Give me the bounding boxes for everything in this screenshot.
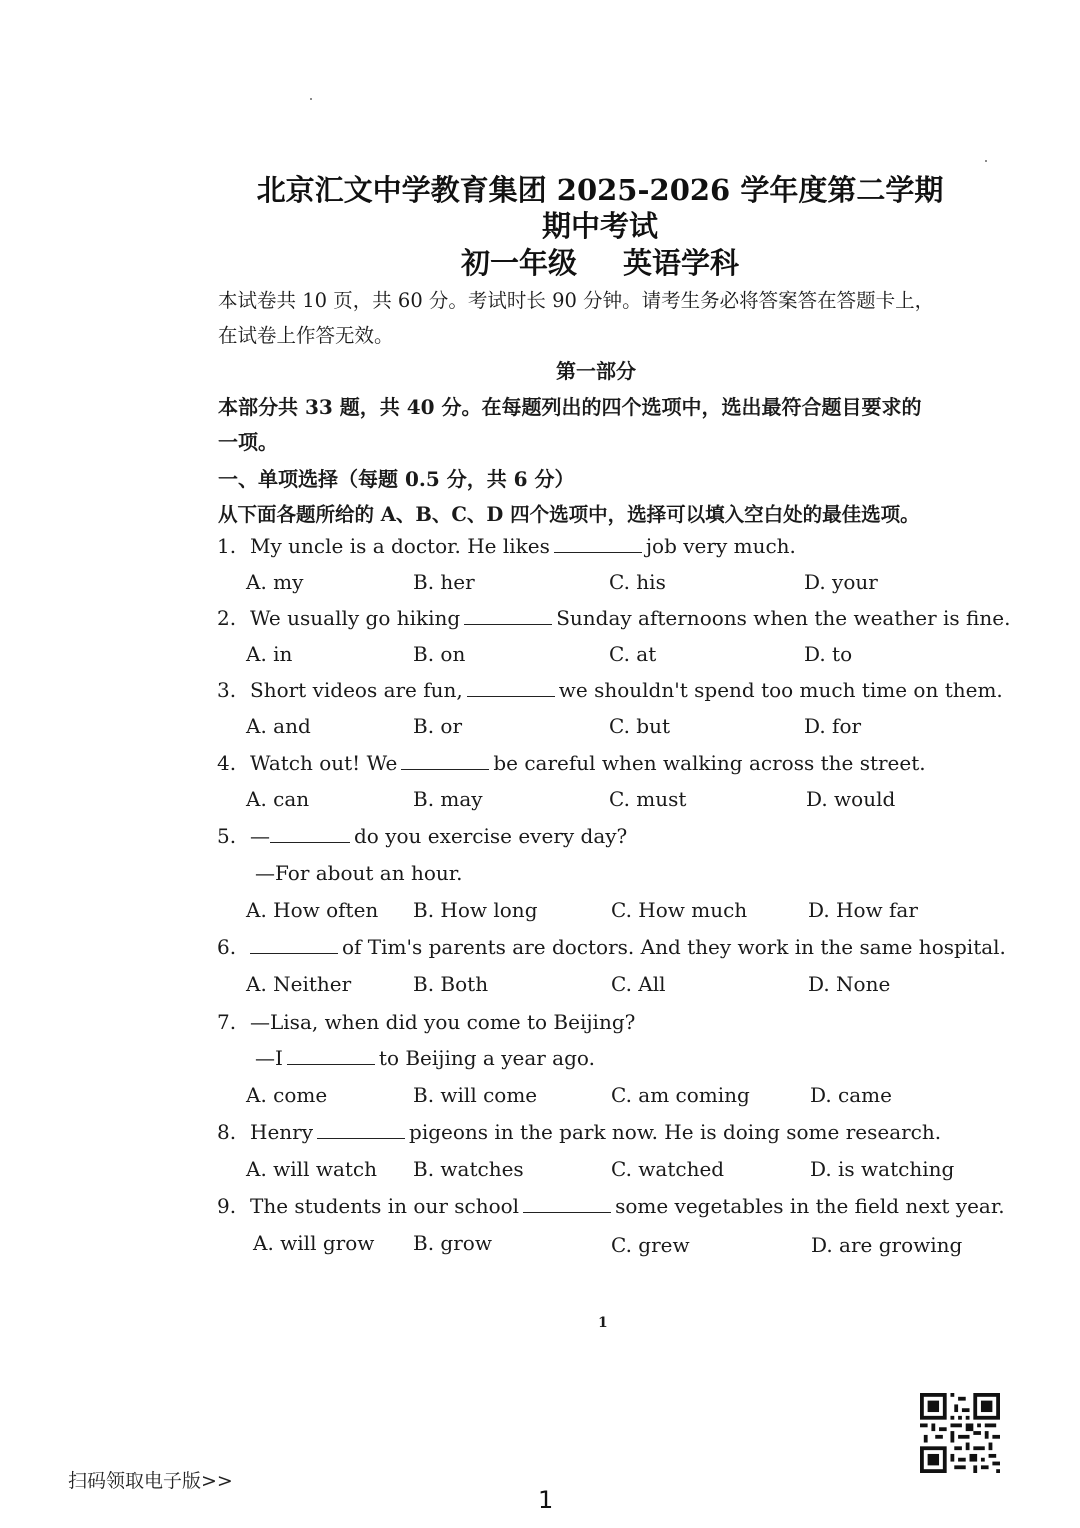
- option-a: A. come: [246, 1083, 328, 1107]
- exam-title: [0, 168, 1080, 209]
- question-text: pigeons in the park now. He is doing some research.: [409, 1120, 942, 1144]
- option-d: D. How far: [808, 898, 918, 922]
- instructions-line-1: 本试卷共 10 页，共 60 分。考试时长 90 分钟。请考生务必将答案答在答题卡上，: [218, 289, 935, 312]
- option-b: B. Both: [413, 972, 489, 996]
- qr-code-icon[interactable]: [920, 1393, 1000, 1473]
- title-line-1: 北京汇文中学教育集团 2025-2026 学年度第二学期: [256, 173, 944, 207]
- part-description-line-2: 一项。: [218, 430, 278, 454]
- option-d: D. would: [806, 787, 896, 811]
- question-text: —: [250, 824, 270, 848]
- answer-blank: [401, 751, 489, 770]
- option-b: B. her: [413, 570, 475, 594]
- question-text: —I: [255, 1046, 283, 1070]
- question-text: to Beijing a year ago.: [378, 1046, 595, 1070]
- question-1: [217, 534, 796, 558]
- option-a: A. in: [246, 642, 293, 666]
- question-number: 6.: [217, 935, 237, 959]
- question-4: [217, 751, 926, 775]
- subject-label: 英语学科: [623, 246, 740, 280]
- option-c: C. am coming: [611, 1083, 750, 1107]
- option-b: B. or: [413, 714, 463, 738]
- grade-label: 初一年级: [460, 246, 577, 280]
- option-b: B. on: [413, 642, 466, 666]
- option-d: D. None: [808, 972, 891, 996]
- question-number: 5.: [217, 824, 237, 848]
- instructions-line-2: 在试卷上作答无效。: [218, 324, 394, 347]
- option-b: B. may: [413, 787, 483, 811]
- answer-blank: [270, 824, 350, 843]
- option-a: A. will watch: [246, 1157, 377, 1181]
- option-b: B. watches: [413, 1157, 524, 1181]
- option-b: B. will come: [413, 1083, 538, 1107]
- option-d: D. to: [804, 642, 853, 666]
- option-c: C. grew: [611, 1233, 690, 1257]
- question-number: 9.: [217, 1194, 237, 1218]
- question-number: 2.: [217, 606, 237, 630]
- question-3: [217, 678, 1003, 702]
- option-d: D. your: [804, 570, 878, 594]
- answer-blank: [287, 1046, 375, 1065]
- question-9: [217, 1194, 1005, 1218]
- option-a: A. Neither: [246, 972, 352, 996]
- question-number: 4.: [217, 751, 237, 775]
- option-d: D. for: [804, 714, 862, 738]
- page-number: 1: [598, 1315, 608, 1331]
- question-5: [217, 824, 627, 848]
- question-text: of Tim's parents are doctors. And they work in the same hospital.: [342, 935, 1006, 959]
- question-text: We usually go hiking: [250, 606, 461, 630]
- question-text: do you exercise every day?: [354, 824, 628, 848]
- part-description-line-1: 本部分共 33 题，共 40 分。在每题列出的四个选项中，选出最符合题目要求的: [218, 395, 922, 419]
- question-text: Short videos are fun,: [250, 678, 463, 702]
- question-7-response: [255, 1046, 595, 1070]
- question-number: 3.: [217, 678, 237, 702]
- option-c: C. watched: [611, 1157, 725, 1181]
- question-text: My uncle is a doctor. He likes: [250, 534, 550, 558]
- question-text: The students in our school: [250, 1194, 520, 1218]
- question-8: [217, 1120, 941, 1144]
- title-line-2: 期中考试: [541, 209, 658, 243]
- question-text: Sunday afternoons when the weather is fine.: [556, 606, 1011, 630]
- question-number: 1.: [217, 534, 237, 558]
- option-d: D. are growing: [811, 1233, 963, 1257]
- question-6: [217, 935, 1006, 959]
- option-c: C. at: [609, 642, 657, 666]
- scan-speck: [310, 98, 312, 100]
- option-c: C. How much: [611, 898, 748, 922]
- option-c: C. must: [609, 787, 687, 811]
- option-c: C. All: [611, 972, 666, 996]
- answer-blank: [464, 606, 552, 625]
- question-7: [217, 1010, 635, 1034]
- option-d: D. is watching: [810, 1157, 955, 1181]
- answer-blank: [317, 1120, 405, 1139]
- question-text: job very much.: [645, 534, 796, 558]
- question-text: Henry: [250, 1120, 314, 1144]
- exam-subtitle: [0, 204, 1080, 245]
- answer-blank: [523, 1194, 611, 1213]
- question-2: [217, 606, 1010, 630]
- question-5-response: —For about an hour.: [255, 861, 463, 885]
- option-a: A. will grow: [253, 1231, 375, 1255]
- option-a: A. How often: [246, 898, 379, 922]
- question-text: Watch out! We: [250, 751, 398, 775]
- section-directions: 从下面各题所给的 A、B、C、D 四个选项中，选择可以填入空白处的最佳选项。: [218, 503, 920, 526]
- answer-blank: [554, 534, 642, 553]
- question-number: 8.: [217, 1120, 237, 1144]
- part-title: 第一部分: [556, 359, 636, 383]
- option-b: B. How long: [413, 898, 538, 922]
- footer-page-number: 1: [538, 1486, 554, 1514]
- option-a: A. and: [246, 714, 311, 738]
- scan-speck: [985, 160, 987, 162]
- question-text: we shouldn't spend too much time on them.: [558, 678, 1003, 702]
- section-title: 一、单项选择（每题 0.5 分，共 6 分）: [218, 467, 575, 491]
- question-number: 7.: [217, 1010, 237, 1034]
- answer-blank: [467, 678, 555, 697]
- option-b: B. grow: [413, 1231, 492, 1255]
- option-a: A. my: [246, 570, 304, 594]
- question-text: —Lisa, when did you come to Beijing?: [250, 1010, 636, 1034]
- answer-blank: [250, 935, 338, 954]
- option-d: D. came: [810, 1083, 892, 1107]
- scan-tip: 扫码领取电子版>>: [68, 1470, 233, 1492]
- question-text: some vegetables in the field next year.: [615, 1194, 1005, 1218]
- option-c: C. his: [609, 570, 666, 594]
- option-a: A. can: [246, 787, 310, 811]
- option-c: C. but: [609, 714, 671, 738]
- grade-subject-line: [0, 241, 1080, 282]
- question-text: be careful when walking across the street.: [493, 751, 926, 775]
